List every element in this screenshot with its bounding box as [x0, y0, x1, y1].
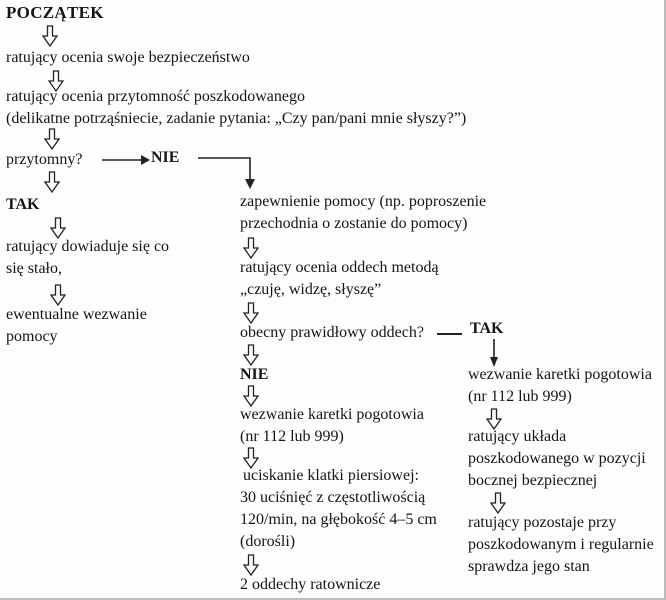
recovery-line1: ratujący układa [468, 428, 567, 445]
down-arrow-icon [243, 302, 259, 324]
secure-help-line1: zapewnienie pomocy (np. poproszenie [240, 193, 487, 210]
monitor-line3: sprawdza jego stan [468, 558, 590, 575]
down-arrow-icon [50, 284, 66, 306]
recovery-line2: poszkodowanego w pozycji [468, 450, 646, 467]
assess-breathing-line2: „czuję, widzę, słyszę” [240, 281, 382, 298]
down-arrow-icon [243, 385, 259, 407]
assess-consciousness-line2: (delikatne potrząśniecie, zadanie pytania: „Czy pan/pani mnie słyszy?”) [6, 110, 467, 127]
ambulance-line2: (nr 112 lub 999) [240, 428, 344, 445]
start-label: POCZĄTEK [6, 3, 104, 22]
ambulance2-line2: (nr 112 lub 999) [468, 388, 572, 405]
ambulance-line1: wezwanie karetki pogotowia [240, 406, 424, 423]
yes-label-breathing: TAK [470, 320, 504, 337]
breathing-question: obecny prawidłowy oddech? [240, 324, 424, 341]
down-arrow-icon [44, 128, 60, 150]
down-arrow-solid-icon [488, 339, 500, 367]
down-arrow-icon [243, 554, 259, 576]
no-label-breathing: NIE [240, 366, 269, 383]
assess-breathing-line1: ratujący ocenia oddech metodą [240, 259, 439, 276]
compressions-line3: 120/min, na głębokość 4–5 cm [240, 511, 437, 528]
yes-label-conscious: TAK [6, 196, 40, 213]
assess-consciousness-line1: ratujący ocenia przytomność poszkodowanego [6, 88, 306, 105]
down-arrow-icon [243, 344, 259, 366]
down-arrow-icon [50, 217, 66, 239]
monitor-line1: ratujący pozostaje przy [468, 514, 617, 531]
assess-safety-text: ratujący ocenia swoje bezpieczeństwo [6, 49, 250, 66]
monitor-line2: poszkodowanym i regularnie [468, 536, 654, 553]
down-arrow-icon [44, 171, 60, 193]
down-arrow-icon [243, 237, 259, 259]
compressions-line2: 30 uciśnięć z częstotliwością [240, 489, 426, 506]
ambulance2-line1: wezwanie karetki pogotowia [468, 366, 652, 383]
right-arrow-icon [102, 153, 150, 167]
connector-line [437, 333, 462, 335]
compressions-line4: (dorośli) [240, 533, 296, 550]
compressions-line1: uciskanie klatki piersiowej: [243, 467, 419, 484]
elbow-arrow-icon [198, 155, 258, 191]
optional-call-line1: ewentualne wezwanie [6, 306, 147, 323]
down-arrow-icon [486, 408, 502, 430]
down-arrow-icon [42, 25, 58, 47]
recovery-line3: bocznej bezpiecznej [468, 472, 598, 489]
no-label-conscious: NIE [151, 149, 180, 166]
conscious-question: przytomny? [6, 151, 83, 168]
learns-line1: ratujący dowiaduje się co [6, 238, 170, 255]
optional-call-line2: pomocy [6, 328, 58, 345]
rescue-breaths-text: 2 oddechy ratownicze [240, 576, 381, 593]
learns-line2: się stało, [6, 260, 62, 277]
secure-help-line2: przechodnia o zostanie do pomocy) [240, 215, 468, 232]
down-arrow-icon [243, 447, 259, 469]
down-arrow-icon [490, 492, 506, 514]
